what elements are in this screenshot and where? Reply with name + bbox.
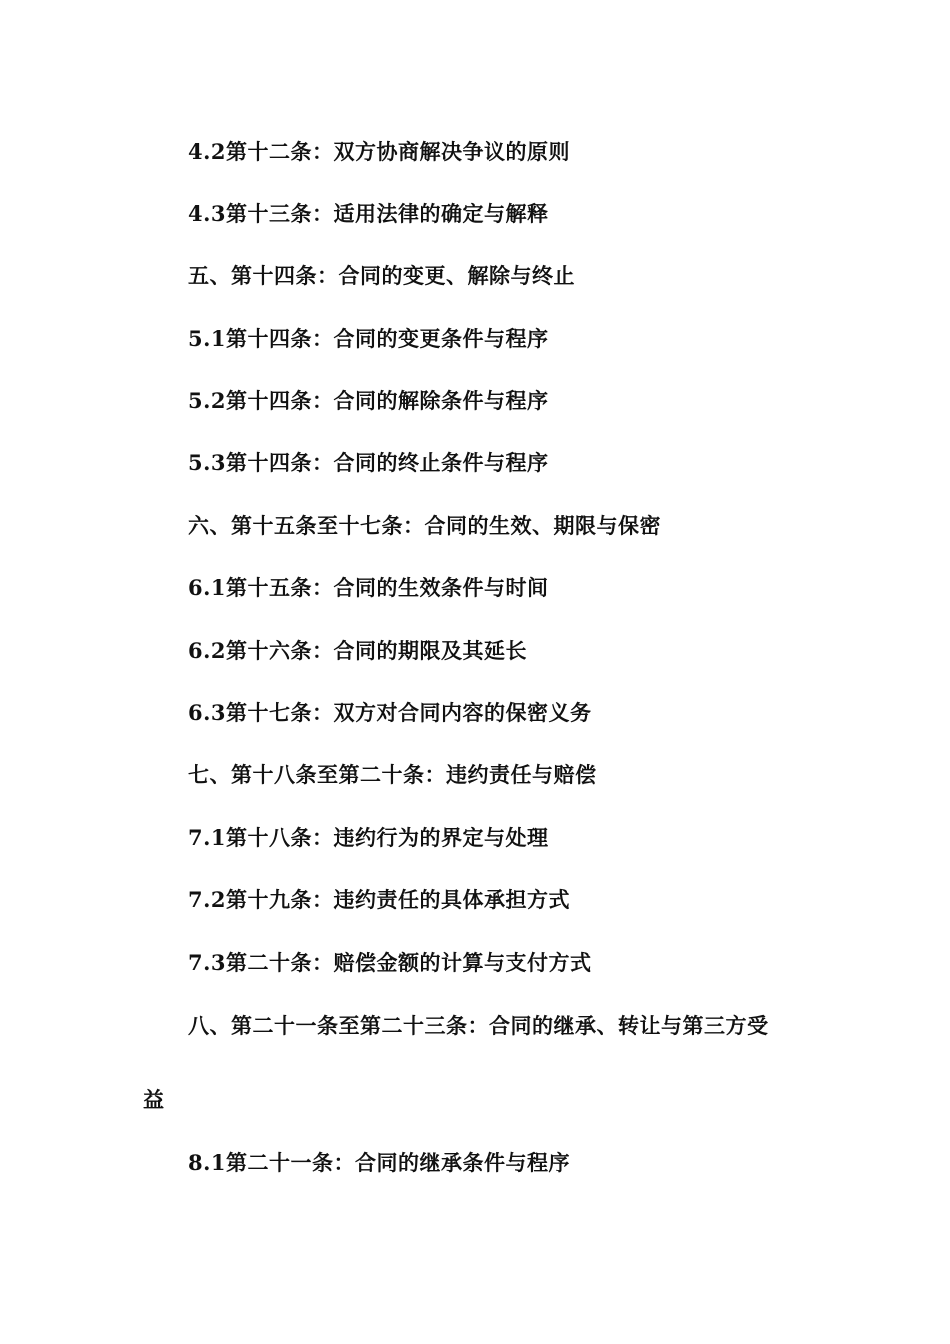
- toc-item-8-1: 8.1第二十一条：合同的继承条件与程序: [188, 1150, 571, 1175]
- toc-item-7-2: 7.2第十九条：违约责任的具体承担方式: [188, 887, 571, 912]
- toc-item-6-2: 6.2第十六条：合同的期限及其延长: [188, 638, 528, 663]
- toc-section-5: 五、第十四条：合同的变更、解除与终止: [188, 263, 575, 288]
- toc-item-4-2: 4.2第十二条：双方协商解决争议的原则: [188, 139, 571, 164]
- toc-item-7-3: 7.3第二十条：赔偿金额的计算与支付方式: [188, 950, 592, 975]
- toc-item-5-2: 5.2第十四条：合同的解除条件与程序: [188, 388, 549, 413]
- toc-section-6: 六、第十五条至十七条：合同的生效、期限与保密: [188, 513, 661, 538]
- toc-section-8-continuation: 益: [143, 1087, 165, 1112]
- toc-item-6-1: 6.1第十五条：合同的生效条件与时间: [188, 575, 549, 600]
- toc-section-8: 八、第二十一条至第二十三条：合同的继承、转让与第三方受: [188, 1013, 769, 1038]
- toc-item-5-3: 5.3第十四条：合同的终止条件与程序: [188, 450, 549, 475]
- toc-section-7: 七、第十八条至第二十条：违约责任与赔偿: [188, 762, 597, 787]
- toc-item-7-1: 7.1第十八条：违约行为的界定与处理: [188, 825, 549, 850]
- toc-item-4-3: 4.3第十三条：适用法律的确定与解释: [188, 201, 549, 226]
- toc-item-5-1: 5.1第十四条：合同的变更条件与程序: [188, 326, 549, 351]
- toc-item-6-3: 6.3第十七条：双方对合同内容的保密义务: [188, 700, 592, 725]
